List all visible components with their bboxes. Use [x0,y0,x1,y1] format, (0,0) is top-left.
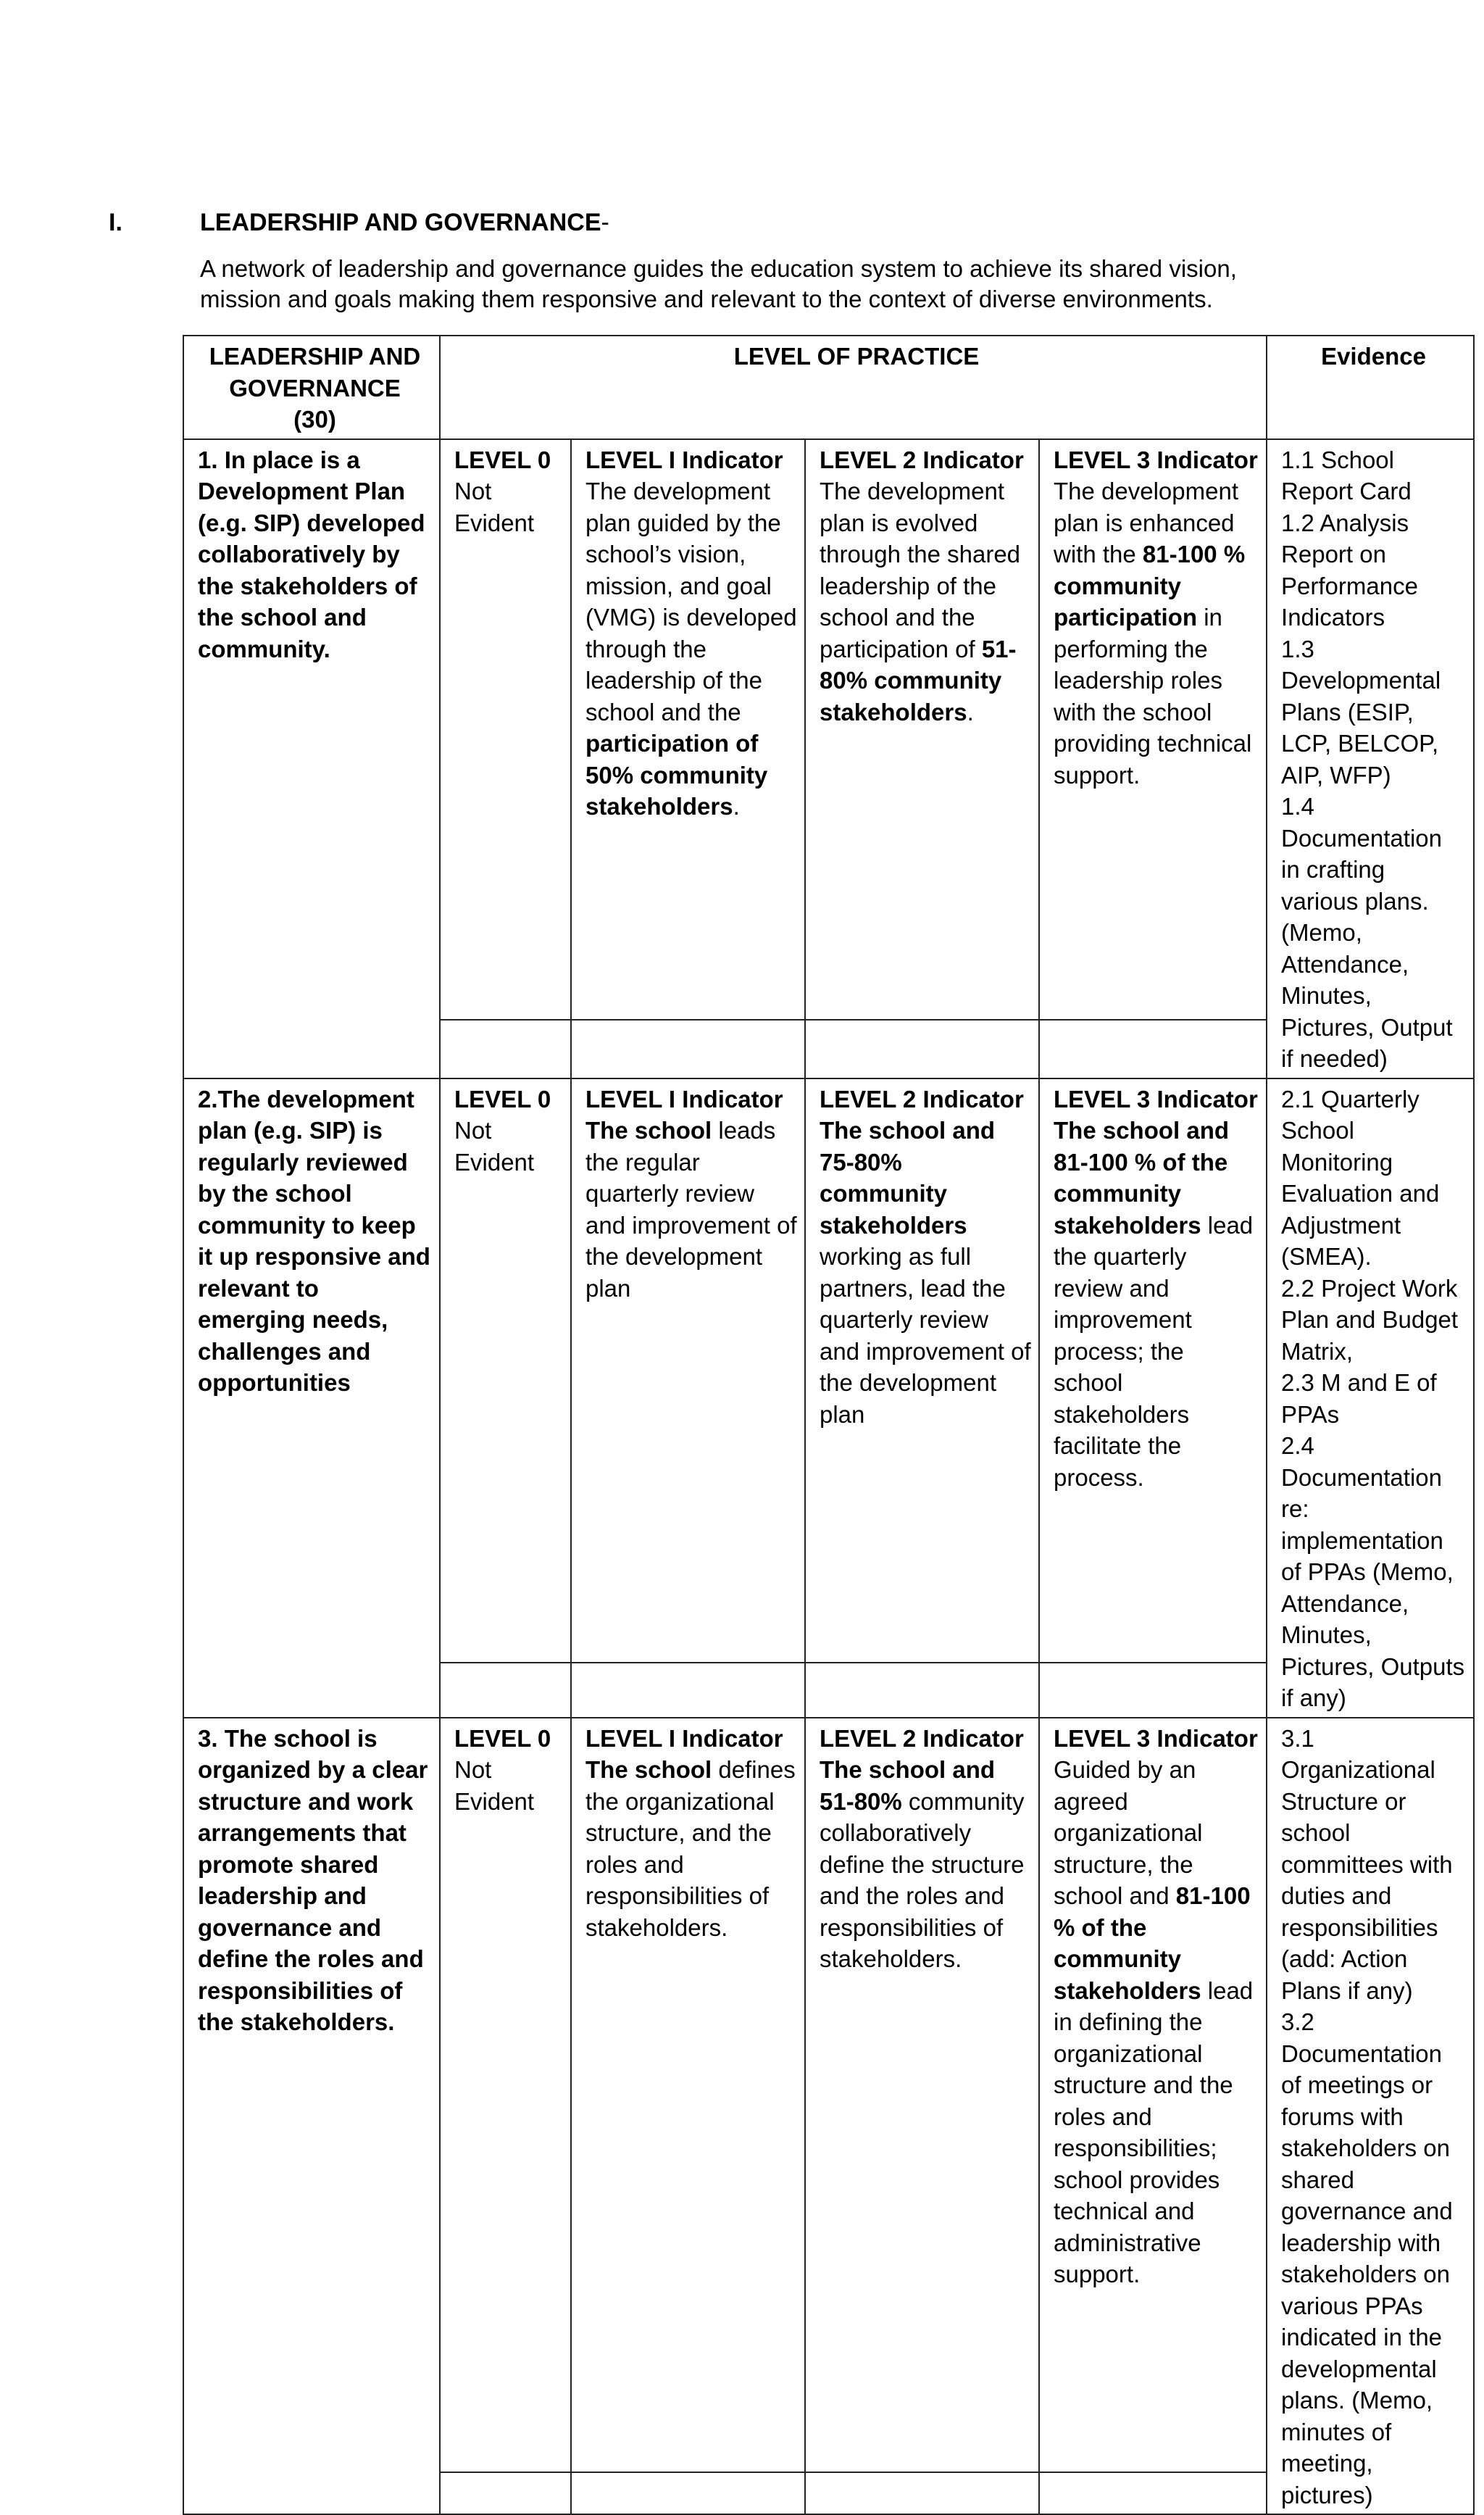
empty-cell [1039,1020,1267,1078]
evidence-item: 3.2 Documentation of meetings or forums with stakeholders on shared governance and leadership with stakeholders on various PPAs indicated in the developmental plans. (Memo, minutes of meeting, pictures) [1281,2008,1453,2508]
table-row [183,1078,1474,1663]
level-text: Not Evident [454,478,535,536]
level2-cell [805,1718,1039,2473]
level-text: Not Evident [454,1117,535,1176]
level-text: community collaboratively define the structure and the roles and responsibilities of stakeholders. [820,1787,1025,1972]
evidence-item: 2.1 Quarterly School Monitoring Evaluation and Adjustment (SMEA). [1281,1085,1440,1270]
header-area-line: GOVERNANCE [229,374,401,402]
level-text-bold: The school [585,1117,712,1144]
level-text: leads the regular quarterly review and improvement of the development plan [585,1117,797,1302]
empty-cell [571,2472,805,2514]
level-text-bold: The school and 81-100 % of the community stakeholders [1054,1117,1230,1239]
level0-cell [440,1078,571,1663]
section-intro: A network of leadership and governance guides the education system to achieve its shared vision, mission and goals making them responsive and relevant to the context of diverse environments. [200,255,1237,312]
level-title: LEVEL 0 [454,1085,551,1113]
evidence-item: 1.1 School Report Card [1281,446,1412,504]
level1-cell [571,439,805,1020]
empty-cell [805,1663,1039,1717]
empty-cell [440,2472,571,2514]
header-evidence: Evidence [1267,336,1474,439]
level-text-bold: 81-100 % of the community stakeholders [1054,1882,1251,2004]
evidence-item: 2.4 Documentation re: implementation of PPAs (Memo, Attendance, Minutes, Pictures, Outputs if any) [1281,1432,1465,1711]
section-number: I. [109,209,122,236]
level-text: Guided by an agreed organizational structure, the school and [1054,1756,1203,1909]
level-text: lead the quarterly review and improvement process; the school stakeholders facilitate the process. [1054,1211,1254,1491]
area-cell: 1. In place is a Development Plan (e.g. SIP) developed collaboratively by the stakeholders of the school and community. [183,439,440,1078]
evidence-cell [1267,1078,1474,1718]
table-row [183,1718,1474,2473]
level-title: LEVEL I Indicator [585,1724,783,1752]
empty-cell [440,1020,571,1078]
level-text: The development plan is evolved through the shared leadership of the school and the participation of [820,478,1021,662]
level-title: LEVEL 3 Indicator [1054,1085,1258,1113]
level-title: LEVEL 3 Indicator [1054,446,1258,473]
level2-cell [805,1078,1039,1663]
level-text: . [967,698,974,726]
empty-cell [1039,1663,1267,1717]
evidence-item: 1.3 Developmental Plans (ESIP, LCP, BELCOP, AIP, WFP) [1281,635,1441,789]
level0-cell [440,1718,571,2473]
level-text: defines the organizational structure, and the roles and responsibilities of stakeholders. [585,1756,796,1941]
level3-cell [1039,1078,1267,1663]
level-text: The development plan is enhanced with the [1054,478,1238,568]
level-title: LEVEL 2 Indicator [820,1085,1024,1113]
level-text: lead in defining the organizational structure and the roles and responsibilities; school provides technical and administrative support. [1054,1976,1254,2287]
evidence-item: 2.2 Project Work Plan and Budget Matrix, [1281,1274,1459,1365]
empty-cell [805,2472,1039,2514]
level1-cell [571,1078,805,1663]
area-cell: 2.The development plan (e.g. SIP) is regularly reviewed by the school community to keep it up responsive and relevant to emerging needs, challenges and opportunities [183,1078,440,1718]
level-text: The development plan guided by the school’s vision, mission, and goal (VMG) is developed through the leadership of the school and the [585,478,797,726]
evidence-item: 3.1 Organizational Structure or school committees with duties and responsibilities (add: Action Plans if any) [1281,1724,1453,2004]
level3-cell [1039,439,1267,1020]
level-title: LEVEL 3 Indicator [1054,1724,1258,1752]
evidence-item: 1.4 Documentation in crafting various plans. (Memo, Attendance, Minutes, Pictures, Output if needed) [1281,793,1453,1072]
level-text: in performing the leadership roles with the school providing technical support. [1054,604,1252,789]
level-title: LEVEL I Indicator [585,1085,783,1113]
empty-cell [571,1663,805,1717]
empty-cell [571,1020,805,1078]
section-title-suffix: - [601,209,609,236]
level-title: LEVEL 2 Indicator [820,446,1024,473]
level-text: . [733,793,740,820]
level-text: working as full partners, lead the quarterly review and improvement of the development plan [820,1243,1031,1428]
section-title-text: LEADERSHIP AND GOVERNANCE [200,209,601,236]
header-area-line: (30) [293,406,336,433]
evidence-cell [1267,439,1474,1078]
header-area [183,336,440,439]
level-text-bold: 51-80% community stakeholders [820,635,1017,726]
level0-cell [440,439,571,1020]
level-title: LEVEL 0 [454,446,551,473]
area-cell: 3. The school is organized by a clear structure and work arrangements that promote shared leadership and governance and define the roles and responsibilities of the stakeholders. [183,1718,440,2515]
level-title: LEVEL 2 Indicator [820,1724,1024,1752]
level-text-bold: participation of 50% community stakeholders [585,730,768,820]
level-text-bold: 81-100 % community participation [1054,541,1246,631]
evidence-cell [1267,1718,1474,2515]
header-level-of-practice: LEVEL OF PRACTICE [440,336,1267,439]
level-text-bold: The school and 75-80% community stakeholders [820,1117,996,1239]
level-text-bold: The school and 51-80% [820,1756,996,1815]
empty-cell [440,1663,571,1717]
table-header-row [183,336,1474,439]
level-text: Not Evident [454,1756,535,1815]
header-area-line: LEADERSHIP AND [209,343,421,370]
rubric-table [183,335,1475,2515]
section-title [200,209,609,237]
table-row [183,439,1474,1020]
level-title: LEVEL I Indicator [585,446,783,473]
empty-cell [1039,2472,1267,2514]
evidence-item: 1.2 Analysis Report on Performance Indicators [1281,509,1418,631]
level1-cell [571,1718,805,2473]
level-title: LEVEL 0 [454,1724,551,1752]
evidence-item: 2.3 M and E of PPAs [1281,1369,1437,1428]
level2-cell [805,439,1039,1020]
empty-cell [805,1020,1039,1078]
level-text-bold: The school [585,1756,712,1783]
level3-cell [1039,1718,1267,2473]
